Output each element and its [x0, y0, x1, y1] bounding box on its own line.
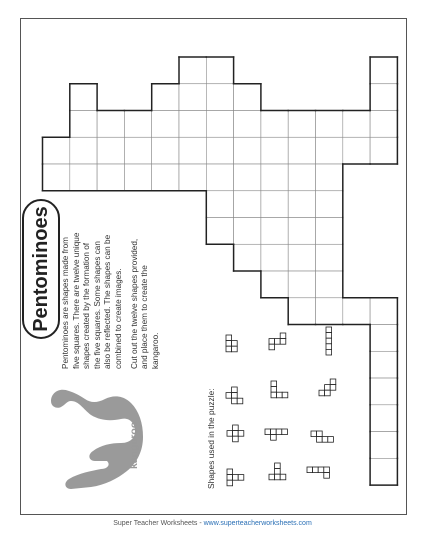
grid-cell [179, 57, 206, 84]
pentomino-square [280, 339, 286, 345]
pentomino-square [307, 467, 313, 473]
grid-cell [370, 351, 397, 378]
pentomino-square [232, 341, 238, 347]
page-title: Pentominoes [29, 206, 52, 332]
grid-cell [97, 137, 124, 164]
grid-cell [152, 84, 179, 111]
grid-cell [288, 298, 315, 325]
pentomino-square [238, 431, 244, 437]
pentomino-shape [227, 425, 244, 442]
pentomino-square [271, 392, 277, 398]
grid-cell [206, 164, 233, 191]
grid-cell [152, 137, 179, 164]
grid-cell [370, 405, 397, 432]
pentomino-square [269, 339, 275, 345]
pentomino-shape [319, 379, 336, 396]
pentomino-shapes [226, 327, 336, 486]
grid-cell [261, 271, 288, 298]
pentomino-square [317, 431, 323, 437]
grid-cell [124, 111, 151, 138]
shapes-used-label: Shapes used in the puzzle: [206, 388, 216, 489]
pentomino-square [311, 431, 317, 437]
grid-cell [370, 458, 397, 485]
grid-cell [179, 111, 206, 138]
pentomino-square [233, 436, 239, 442]
pentomino-square [271, 435, 277, 441]
grid-cell [370, 298, 397, 325]
grid-cell [152, 111, 179, 138]
description-line: the five squares. Some shapes can [92, 241, 102, 369]
pentomino-square [318, 467, 324, 473]
grid-cell [316, 298, 343, 325]
pentomino-square [238, 475, 244, 481]
grid-cell [316, 164, 343, 191]
grid-cell [370, 137, 397, 164]
grid-cell [288, 218, 315, 245]
pentomino-square [275, 339, 281, 345]
grid-cell [343, 137, 370, 164]
pentomino-square [227, 469, 233, 475]
grid-cell [370, 378, 397, 405]
grid-cell [234, 137, 261, 164]
pentomino-shape [265, 429, 287, 440]
grid-cell [234, 164, 261, 191]
grid-cell [206, 218, 233, 245]
grid-cell [234, 218, 261, 245]
grid-cell [206, 191, 233, 218]
pentomino-square [280, 474, 286, 480]
grid-cell [124, 164, 151, 191]
grid-cell [97, 111, 124, 138]
pentomino-square [326, 333, 332, 339]
grid-cell [234, 244, 261, 271]
pentomino-square [275, 474, 281, 480]
grid-cell [343, 298, 370, 325]
grid-cell [288, 271, 315, 298]
grid-cell [70, 164, 97, 191]
grid-cell [316, 111, 343, 138]
grid-cell [70, 137, 97, 164]
pentomino-square [324, 473, 330, 479]
pentomino-shape [311, 431, 333, 442]
description-line: Pentominoes are shapes made from [61, 237, 70, 369]
grid-cell [316, 218, 343, 245]
grid-cell [316, 271, 343, 298]
pentomino-shape [307, 467, 329, 478]
pentomino-shape [269, 463, 286, 480]
pentomino-square [227, 431, 233, 437]
pentomino-square [326, 344, 332, 350]
title-pill [22, 199, 60, 339]
grid-cell [261, 137, 288, 164]
grid-cell [288, 111, 315, 138]
footer-credit: Super Teacher Worksheets - [113, 520, 204, 527]
grid-cell [179, 84, 206, 111]
pentomino-square [232, 393, 238, 399]
pentomino-square [330, 379, 336, 385]
grid-cell [370, 84, 397, 111]
description-line: also be reflected. The shapes can be [103, 234, 113, 369]
pentomino-square [325, 390, 331, 396]
grid-cell [316, 191, 343, 218]
pentomino-square [233, 425, 239, 431]
grid-cell [206, 57, 233, 84]
instruction-line: Cut out the twelve shapes provided, [129, 238, 139, 369]
grid-cell [234, 191, 261, 218]
pentomino-square [226, 393, 232, 399]
description-line: shapes created by the formation of [82, 242, 92, 369]
pentomino-square [269, 344, 275, 350]
pentomino-square [233, 475, 239, 481]
grid-cell [261, 218, 288, 245]
instruction-line: and place them to create the [140, 265, 150, 369]
pentomino-square [325, 385, 331, 391]
pentomino-square [326, 349, 332, 355]
grid-cell [70, 111, 97, 138]
pentomino-square [265, 429, 271, 435]
grid-cell [261, 191, 288, 218]
pentomino-square [227, 480, 233, 486]
kangaroo-label: kangaroo [128, 421, 140, 469]
grid-cell [343, 111, 370, 138]
grid-cell [370, 325, 397, 352]
pentomino-square [328, 437, 334, 443]
pentomino-square [326, 327, 332, 333]
grid-cell [97, 164, 124, 191]
pentomino-square [271, 387, 277, 393]
grid-cell [288, 137, 315, 164]
pentomino-square [322, 437, 328, 443]
grid-cell [288, 191, 315, 218]
pentomino-shape [271, 381, 288, 398]
pentomino-square [275, 463, 281, 469]
pentomino-square [326, 338, 332, 344]
footer [0, 520, 425, 527]
pentomino-square [330, 385, 336, 391]
pentomino-square [271, 381, 277, 387]
grid-cell [43, 164, 70, 191]
pentomino-square [232, 398, 238, 404]
grid-cell [70, 84, 97, 111]
description-line: five squares. There are twelve unique [71, 232, 81, 369]
pentomino-square [317, 437, 323, 443]
pentomino-square [277, 392, 283, 398]
grid-cell [261, 111, 288, 138]
grid-cell [261, 164, 288, 191]
pentomino-shape [226, 387, 243, 404]
pentomino-square [227, 475, 233, 481]
pentomino-square [232, 387, 238, 393]
pentomino-square [275, 469, 281, 475]
pentomino-shape [326, 327, 332, 355]
grid-cell [261, 244, 288, 271]
grid-cell [206, 137, 233, 164]
grid-cell [152, 164, 179, 191]
footer-link[interactable]: www.superteacherworksheets.com [203, 520, 312, 527]
pentomino-square [280, 333, 286, 339]
pentomino-square [226, 346, 232, 352]
pentomino-square [232, 346, 238, 352]
grid-cell [316, 244, 343, 271]
grid-cell [206, 84, 233, 111]
worksheet-frame [20, 18, 407, 515]
pentomino-square [319, 390, 325, 396]
grid-cell [288, 244, 315, 271]
grid-cell [179, 164, 206, 191]
pentomino-shape [269, 333, 286, 350]
pentomino-square [324, 467, 330, 473]
pentomino-square [269, 474, 275, 480]
pentomino-square [271, 429, 277, 435]
grid-cell [316, 137, 343, 164]
grid-cell [234, 84, 261, 111]
pentomino-square [226, 335, 232, 341]
pentomino-square [226, 341, 232, 347]
instruction-line: kangaroo. [150, 332, 160, 369]
grid-cell [370, 432, 397, 459]
grid-cell [206, 111, 233, 138]
pentomino-square [282, 392, 288, 398]
grid-cell [370, 57, 397, 84]
grid-cell [234, 111, 261, 138]
pentomino-square [276, 429, 282, 435]
pentomino-square [237, 398, 243, 404]
pentomino-square [233, 431, 239, 437]
pentomino-shape [226, 335, 237, 352]
grid-cell [43, 137, 70, 164]
grid-cell [179, 137, 206, 164]
pentomino-square [282, 429, 288, 435]
description-block [61, 233, 161, 369]
pentomino-shape [227, 469, 244, 486]
grid-cell [288, 164, 315, 191]
description-line: combined to create images. [113, 268, 123, 369]
pentomino-square [313, 467, 319, 473]
grid-cell [124, 137, 151, 164]
grid-cell [370, 111, 397, 138]
